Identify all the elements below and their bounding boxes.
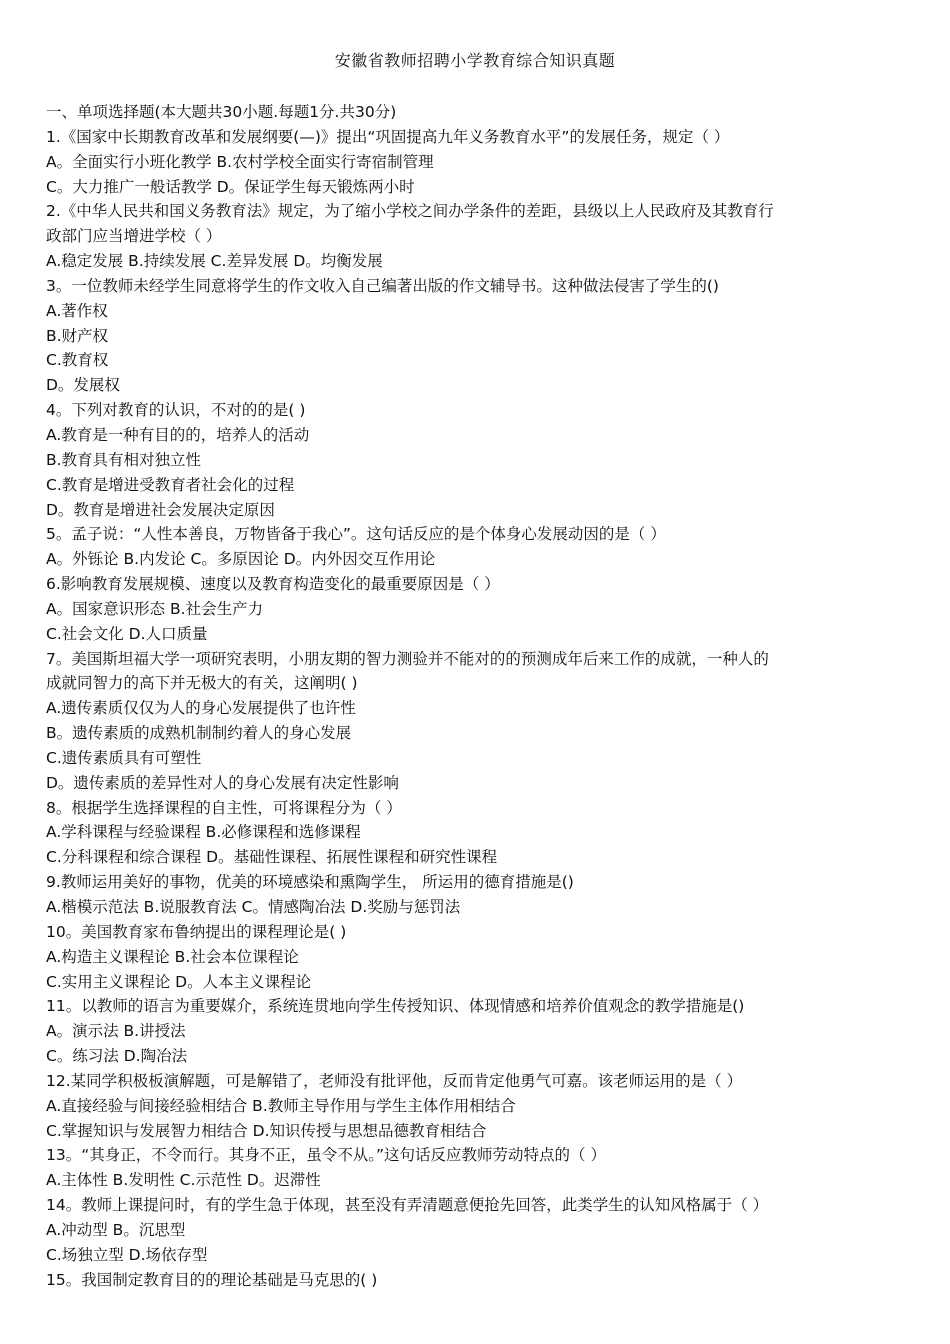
text-line: A。外铄论 B.内发论 C。多原因论 D。内外因交互作用论 bbox=[46, 550, 436, 569]
text-line: 1.《国家中长期教育改革和发展纲要(—)》提出“巩固提高九年义务教育水平”的发展任务，规定（ ） bbox=[46, 127, 730, 146]
text-line: A.遗传素质仅仅为人的身心发展提供了也许性 bbox=[46, 699, 356, 718]
text-line: 政部门应当增进学校（ ） bbox=[46, 227, 222, 246]
text-line: 成就同智力的高下并无极大的有关，这阐明( ) bbox=[46, 674, 358, 693]
text-line: A.学科课程与经验课程 B.必修课程和选修课程 bbox=[46, 823, 361, 842]
text-line: D。遗传素质的差异性对人的身心发展有决定性影响 bbox=[46, 773, 399, 792]
text-line: C.社会文化 D.人口质量 bbox=[46, 624, 208, 643]
document-body bbox=[46, 100, 906, 1293]
text-line: B。遗传素质的成熟机制制约着人的身心发展 bbox=[46, 724, 352, 743]
text-line: 7。美国斯坦福大学一项研究表明，小朋友期的智力测验并不能对的的预测成年后来工作的成就，一种人的 bbox=[46, 649, 769, 668]
text-line: 4。下列对教育的认识，不对的的是( ) bbox=[46, 401, 306, 420]
text-line: C。大力推广一般话教学 D。保证学生每天锻炼两小时 bbox=[46, 177, 415, 196]
text-line: B.财产权 bbox=[46, 326, 109, 345]
text-line: 一、单项选择题(本大题共30小题.每题1分.共30分) bbox=[46, 103, 397, 121]
text-line: 6.影响教育发展规模、速度以及教育构造变化的最重要原因是（ ） bbox=[46, 575, 500, 594]
text-line: 13。“其身正，不令而行。其身不正，虽令不从。”这句话反应教师劳动特点的（ ） bbox=[46, 1146, 606, 1165]
text-line: D。发展权 bbox=[46, 376, 120, 395]
text-line: C.教育是增进受教育者社会化的过程 bbox=[46, 475, 295, 494]
text-line: A.稳定发展 B.持续发展 C.差异发展 D。均衡发展 bbox=[46, 252, 383, 271]
text-line: A。演示法 B.讲授法 bbox=[46, 1022, 186, 1041]
text-line: A.教育是一种有目的的，培养人的活动 bbox=[46, 425, 310, 444]
text-line: A.构造主义课程论 B.社会本位课程论 bbox=[46, 947, 299, 966]
text-line: C.实用主义课程论 D。人本主义课程论 bbox=[46, 972, 312, 991]
text-line: C.遗传素质具有可塑性 bbox=[46, 748, 202, 767]
text-line: A.直接经验与间接经验相结合 B.教师主导作用与学生主体作用相结合 bbox=[46, 1096, 516, 1115]
text-line: C。练习法 D.陶冶法 bbox=[46, 1047, 188, 1066]
text-line: C.教育权 bbox=[46, 351, 109, 370]
text-line: C.掌握知识与发展智力相结合 D.知识传授与思想品德教育相结合 bbox=[46, 1121, 487, 1140]
text-line: 12.某同学积极板演解题，可是解错了，老师没有批评他，反而肯定他勇气可嘉。该老师运用的是（ ） bbox=[46, 1071, 743, 1090]
text-line: 8。根据学生选择课程的自主性，可将课程分为（ ） bbox=[46, 798, 402, 817]
text-line: A。国家意识形态 B.社会生产力 bbox=[46, 599, 264, 618]
text-line: 3。一位教师未经学生同意将学生的作文收入自己编著出版的作文辅导书。这种做法侵害了学生的() bbox=[46, 276, 719, 295]
text-line: 2.《中华人民共和国义务教育法》规定，为了缩小学校之间办学条件的差距，县级以上人民政府及其教育行 bbox=[46, 202, 774, 221]
text-line: 14。教师上课提问时，有的学生急于体现，甚至没有弄清题意便抢先回答，此类学生的认知风格属于（ ） bbox=[46, 1196, 769, 1215]
text-line: A.楷模示范法 B.说服教育法 C。情感陶冶法 D.奖励与惩罚法 bbox=[46, 898, 461, 916]
text-line: 10。美国教育家布鲁纳提出的课程理论是( ) bbox=[46, 922, 347, 941]
text-line: A.著作权 bbox=[46, 301, 108, 320]
text-line: A。全面实行小班化教学 B.农村学校全面实行寄宿制管理 bbox=[46, 152, 434, 171]
text-line: C.场独立型 D.场依存型 bbox=[46, 1245, 208, 1264]
text-line: B.教育具有相对独立性 bbox=[46, 450, 202, 469]
text-line: 9.教师运用美好的事物，优美的环境感染和熏陶学生， 所运用的德育措施是() bbox=[46, 873, 574, 892]
text-line: 11。以教师的语言为重要媒介，系统连贯地向学生传授知识、体现情感和培养价值观念的教学措施是() bbox=[46, 997, 745, 1016]
document-title: 安徽省教师招聘小学教育综合知识真题 bbox=[334, 51, 616, 70]
text-line: 15。我国制定教育目的的理论基础是马克思的( ) bbox=[46, 1270, 378, 1289]
text-line: 5。孟子说：“人性本善良，万物皆备于我心”。这句话反应的是个体身心发展动因的是（ ） bbox=[46, 525, 666, 544]
text-line: D。教育是增进社会发展决定原因 bbox=[46, 500, 275, 519]
text-line: A.主体性 B.发明性 C.示范性 D。迟滞性 bbox=[46, 1171, 321, 1190]
text-line: C.分科课程和综合课程 D。基础性课程、拓展性课程和研究性课程 bbox=[46, 848, 498, 867]
text-line: A.冲动型 B。沉思型 bbox=[46, 1220, 186, 1239]
